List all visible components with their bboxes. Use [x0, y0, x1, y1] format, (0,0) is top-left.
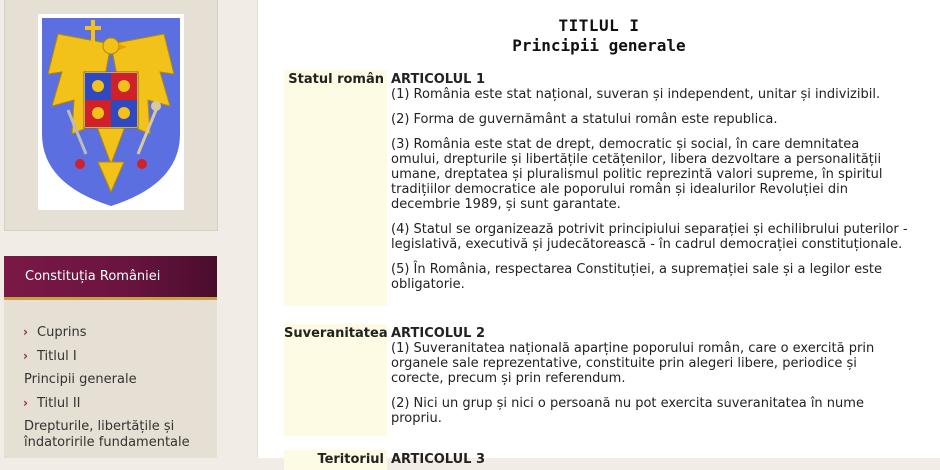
navigation-menu [4, 256, 217, 458]
article-title: ARTICOLUL 2 [391, 326, 486, 341]
article-paragraph: (4) Statul se organizează potrivit principiului separației și echilibrului puterilor - legislativă, executivă și judecătorească - în cadrul democrației constituționale. [391, 222, 908, 252]
menu-item-label: Drepturile, libertățile și îndatoririle fundamentale [24, 419, 190, 450]
article-paragraph: (1) Suveranitatea națională aparține poporului român, care o exercită prin organele sale reprezentative, constituite prin alegeri libere, periodice și corecte, precum și prin referendum. [391, 341, 875, 386]
article-paragraph: (3) România este stat de drept, democratic și social, în care demnitatea omului, drepturile și libertățile cetățenilor, libera dezvoltare a personalității umane, dreptatea și pluralismul politic reprezintă valori supreme, în spiritul tradițiilor democratice ale poporului român și idealurilor Revoluției din decembrie 1989, și sunt garantate. [391, 137, 883, 212]
menu-item-titlul-1[interactable] [4, 348, 217, 365]
sidebar [0, 0, 232, 458]
menu-item-label: Titlul II [37, 396, 81, 411]
chevron-right-icon: › [23, 325, 28, 339]
article-label: Statul român [284, 70, 387, 306]
menu-item-drepturile[interactable] [4, 419, 199, 451]
menu-item-label: Principii generale [24, 372, 137, 387]
menu-header: Constituția României [4, 256, 217, 300]
article-label: Suveranitatea [284, 324, 387, 436]
main-content [257, 0, 940, 467]
article-body [391, 326, 911, 436]
article-paragraph: (2) Forma de guvernământ a statului român este republica. [391, 112, 778, 127]
chevron-right-icon: › [23, 396, 28, 410]
article-body [391, 452, 911, 467]
page-subtitle: Principii generale [512, 36, 686, 55]
title-block [258, 16, 940, 55]
article-label: Teritoriul [284, 450, 387, 470]
menu-item-principii-generale[interactable] [4, 372, 217, 388]
article-title: ARTICOLUL 3 [391, 452, 486, 467]
menu-item-titlul-2[interactable] [4, 395, 217, 412]
article-paragraph: (5) În România, respectarea Constituției, a supremației sale și a legilor este obligatorie. [391, 262, 882, 292]
page-title: TITLUL I [558, 16, 640, 35]
menu-item-label: Cuprins [37, 325, 87, 340]
menu-item-label: Titlul I [37, 349, 77, 364]
article-title: ARTICOLUL 1 [391, 72, 486, 87]
chevron-right-icon: › [23, 349, 28, 363]
article-body [391, 72, 911, 302]
article-paragraph: (2) Nici un grup și nici o persoană nu pot exercita suveranitatea în nume propriu. [391, 396, 864, 426]
article-paragraph: (1) România este stat național, suveran și independent, unitar și indivizibil. [391, 87, 881, 102]
emblem-panel [4, 0, 218, 231]
menu-item-cuprins[interactable] [4, 324, 217, 341]
coat-of-arms-image [38, 14, 184, 210]
